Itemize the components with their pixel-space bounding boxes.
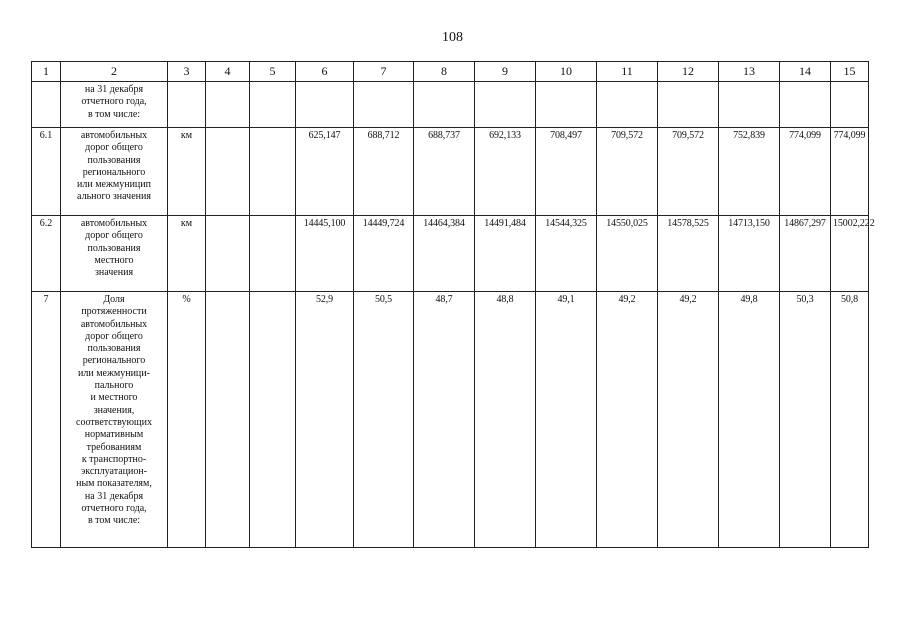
value-cell: 14491,484 [475, 216, 536, 292]
description-line: пользования [87, 154, 141, 166]
row-description-cell [61, 216, 168, 292]
description-line: эксплуатацион- [80, 466, 148, 478]
description-line: в том числе: [87, 108, 141, 120]
column-header: 3 [168, 62, 206, 82]
row-unit-cell: км [168, 216, 206, 292]
column-header: 7 [354, 62, 414, 82]
description-line: протяженности [81, 306, 147, 318]
value-cell [475, 82, 536, 128]
row-unit-cell: км [168, 128, 206, 216]
description-line: на 31 декабря [84, 490, 144, 502]
empty-cell [206, 128, 250, 216]
description-line: автомобильных [80, 130, 148, 141]
column-header: 9 [475, 62, 536, 82]
value-cell: 15002,222 [831, 216, 869, 292]
column-header: 14 [780, 62, 831, 82]
value-cell [831, 82, 869, 128]
description-line: или межмуници- [78, 367, 150, 379]
value-cell [354, 82, 414, 128]
value-cell [780, 82, 831, 128]
value-cell: 14449,724 [354, 216, 414, 292]
table-row [32, 128, 869, 216]
value-cell: 709,572 [658, 128, 719, 216]
row-description-cell [61, 128, 168, 216]
value-cell: 50,8 [831, 292, 869, 548]
column-number-header-row [32, 62, 869, 82]
table-row [32, 216, 869, 292]
value-cell [536, 82, 597, 128]
description-line: ным показателям, [76, 478, 152, 490]
description-line: отчетного года, [81, 503, 147, 515]
row-unit-cell: % [168, 292, 206, 548]
column-header: 10 [536, 62, 597, 82]
value-cell: 50,5 [354, 292, 414, 548]
empty-cell [250, 82, 296, 128]
value-cell: 774,099 [831, 128, 869, 216]
value-cell: 692,133 [475, 128, 536, 216]
description-line: отчетного года, [81, 96, 147, 108]
column-header: 2 [61, 62, 168, 82]
description-line: регионального [82, 166, 146, 178]
column-header: 12 [658, 62, 719, 82]
value-cell: 48,8 [475, 292, 536, 548]
value-cell: 49,8 [719, 292, 780, 548]
row-id-cell: 6.1 [32, 128, 61, 216]
value-cell [296, 82, 354, 128]
description-line: дорог общего [85, 330, 143, 342]
page-number: 108 [442, 30, 463, 45]
value-cell: 14550,025 [597, 216, 658, 292]
value-cell: 752,839 [719, 128, 780, 216]
column-header: 6 [296, 62, 354, 82]
description-line: пользования [87, 343, 141, 355]
value-cell [597, 82, 658, 128]
description-line: дорог общего [85, 142, 143, 154]
row-description-cell [61, 292, 168, 548]
description-line: значения, [93, 404, 135, 416]
description-line: пального [94, 380, 134, 392]
column-header: 5 [250, 62, 296, 82]
value-cell: 14445,100 [296, 216, 354, 292]
empty-cell [250, 216, 296, 292]
value-cell: 14867,297 [780, 216, 831, 292]
value-cell: 49,2 [658, 292, 719, 548]
value-cell: 52,9 [296, 292, 354, 548]
row-description-cell [61, 82, 168, 128]
column-header: 1 [32, 62, 61, 82]
column-header: 8 [414, 62, 475, 82]
description-line: в том числе: [87, 515, 141, 527]
value-cell: 688,712 [354, 128, 414, 216]
description-line: соответствующих [76, 416, 152, 428]
indicator-table [31, 61, 875, 548]
value-cell [658, 82, 719, 128]
value-cell: 14578,525 [658, 216, 719, 292]
empty-cell [206, 216, 250, 292]
value-cell: 50,3 [780, 292, 831, 548]
table-row [32, 82, 869, 128]
value-cell: 14544,325 [536, 216, 597, 292]
description-line: к транспортно- [81, 453, 147, 465]
description-line: нормативным [84, 429, 144, 441]
empty-cell [250, 292, 296, 548]
description-line: автомобильных [80, 318, 148, 330]
description-line: требованиям [86, 441, 142, 453]
value-cell: 688,737 [414, 128, 475, 216]
column-header: 4 [206, 62, 250, 82]
value-cell [719, 82, 780, 128]
empty-cell [206, 292, 250, 548]
description-line: автомобильных [80, 218, 148, 229]
row-id-cell: 6.2 [32, 216, 61, 292]
value-cell: 709,572 [597, 128, 658, 216]
description-line: или межмуницип [77, 179, 151, 191]
value-cell: 48,7 [414, 292, 475, 548]
column-header: 15 [831, 62, 869, 82]
value-cell: 625,147 [296, 128, 354, 216]
row-unit-cell [168, 82, 206, 128]
value-cell: 14713,150 [719, 216, 780, 292]
row-id-cell [32, 82, 61, 128]
value-cell: 49,1 [536, 292, 597, 548]
description-line: ального значения [77, 191, 151, 203]
description-line: дорог общего [85, 230, 143, 242]
description-line: значения [94, 267, 134, 279]
value-cell [414, 82, 475, 128]
column-header: 11 [597, 62, 658, 82]
description-line: пользования [87, 242, 141, 254]
empty-cell [250, 128, 296, 216]
row-id-cell: 7 [32, 292, 61, 548]
value-cell: 708,497 [536, 128, 597, 216]
empty-cell [206, 82, 250, 128]
description-line: Доля [103, 294, 125, 305]
value-cell: 774,099 [780, 128, 831, 216]
table-row [32, 292, 869, 548]
value-cell: 49,2 [597, 292, 658, 548]
description-line: и местного [90, 392, 138, 404]
value-cell: 14464,384 [414, 216, 475, 292]
description-line: на 31 декабря [84, 84, 144, 95]
column-header: 13 [719, 62, 780, 82]
description-line: регионального [82, 355, 146, 367]
description-line: местного [94, 254, 134, 266]
